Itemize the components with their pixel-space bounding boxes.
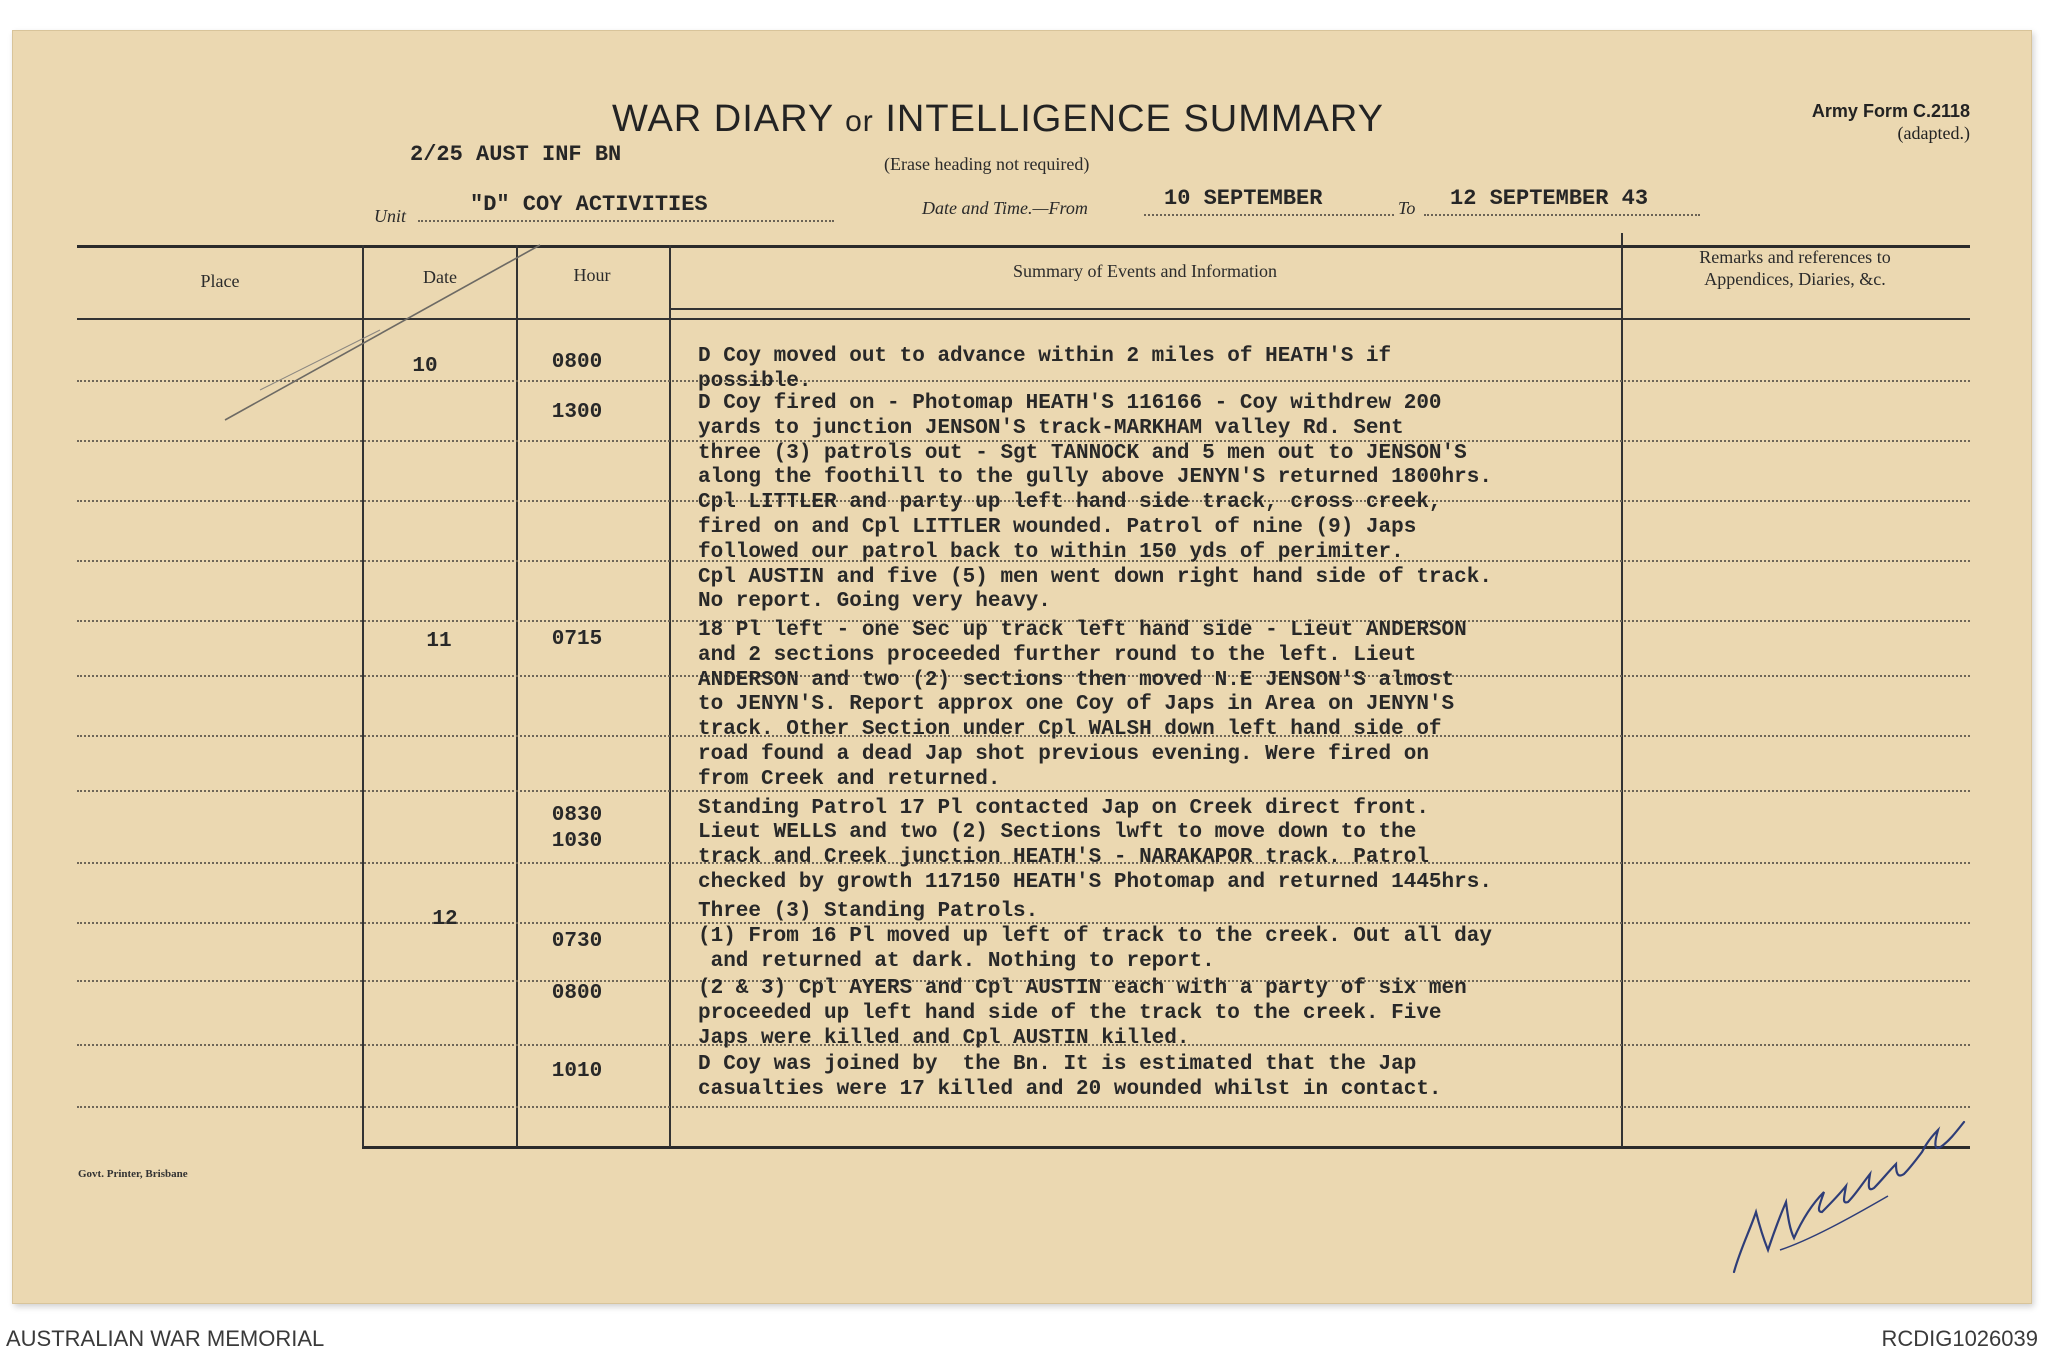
- column-header-place: Place: [200, 271, 240, 291]
- army-form-label: [1730, 100, 1970, 144]
- erase-note: (Erase heading not required): [884, 154, 1090, 174]
- column-header-summary: Summary of Events and Information: [1013, 261, 1277, 281]
- title-main: WAR DIARY: [612, 98, 834, 140]
- entry-6-summary: Three (3) Standing Patrols.: [698, 900, 1039, 923]
- entry-4-hour: 0830: [551, 804, 603, 827]
- unit-label: Unit: [374, 206, 407, 226]
- column-header-date: Date: [423, 267, 457, 287]
- entry-8-summary: (2 & 3) Cpl AYERS and Cpl AUSTIN each with a party of six men proceeded up left hand side of the track to the creek. Five Japs were killed and Cpl AUSTIN killed.: [698, 977, 1467, 1050]
- entry-5-hour: 1030: [551, 830, 603, 853]
- title-rest: INTELLIGENCE SUMMARY: [885, 98, 1384, 140]
- entry-3-date: 11: [426, 630, 452, 653]
- unit-dotted-line: [418, 220, 834, 222]
- entry-2-hour: 1300: [551, 401, 603, 424]
- date-from-value: 10 SEPTEMBER: [1164, 186, 1323, 211]
- date-to-label: To: [1398, 198, 1416, 218]
- remarks-header-line1: Remarks and references to: [1699, 247, 1891, 267]
- army-form-number: Army Form C.2118: [1811, 101, 1970, 121]
- army-form-note: (adapted.): [1897, 123, 1970, 143]
- entry-1-hour: 0800: [551, 351, 603, 374]
- column-header-hour: Hour: [573, 265, 611, 285]
- summary-header-rule: [669, 308, 1621, 310]
- entry-1-summary: D Coy moved out to advance within 2 miles of HEATH'S if possible.: [698, 345, 1392, 393]
- entry-7-summary: (1) From 16 Pl moved up left of track to the creek. Out all day and returned at dark. Nothing to report.: [698, 925, 1492, 973]
- date-to-dotted-line: [1424, 214, 1700, 216]
- pencil-slash-mark: [220, 240, 550, 430]
- column-header-remarks: [1630, 246, 1960, 290]
- summary-remarks-divider: [1621, 233, 1623, 1147]
- remarks-header-line2: Appendices, Diaries, &c.: [1704, 269, 1886, 289]
- entry-4-summary: Standing Patrol 17 Pl contacted Jap on Creek direct front.: [698, 797, 1429, 820]
- entry-3-hour: 0715: [551, 628, 603, 651]
- entry-9-summary: D Coy was joined by the Bn. It is estimated that the Jap casualties were 17 killed and 20 wounded whilst in contact.: [698, 1053, 1442, 1101]
- entry-5-summary: Lieut WELLS and two (2) Sections lwft to move down to the track and Creek junction HEATH'S - NARAKAPOR track. Patrol checked by growth 117150 HEATH'S Photomap and returned 1445hrs.: [698, 821, 1492, 894]
- printer-imprint: Govt. Printer, Brisbane: [78, 1168, 188, 1180]
- handwritten-signature: [1720, 1100, 1980, 1290]
- entry-9-hour: 1010: [551, 1060, 603, 1083]
- document-title: [612, 98, 1384, 141]
- date-from-label: Date and Time.—From: [922, 198, 1088, 218]
- battalion-name: 2/25 AUST INF BN: [410, 142, 622, 167]
- entry-6-date: 12: [432, 908, 458, 931]
- date-to-value: 12 SEPTEMBER 43: [1450, 186, 1649, 211]
- entry-2-summary: D Coy fired on - Photomap HEATH'S 116166 - Coy withdrew 200 yards to junction JENSON'S track-MARKHAM valley Rd. Sent three (3) patrols out - Sgt TANNOCK and 5 men out to JENSON'S along the foothill to the gully above JENYN'S returned 1800hrs. Cpl LITTLER and party up left hand side track, cross creek, fired on and Cpl LITTLER wounded. Patrol of nine (9) Japs followed our patrol back to within 150 yds of perimiter. Cpl AUSTIN and five (5) men went down right hand side of track. No report. Going very heavy.: [698, 392, 1492, 614]
- footer-institution: AUSTRALIAN WAR MEMORIAL: [6, 1326, 325, 1351]
- entry-8-hour: 0800: [551, 982, 603, 1005]
- unit-value: "D" COY ACTIVITIES: [470, 192, 708, 217]
- footer-record-id: RCDIG1026039: [1881, 1326, 2038, 1351]
- ruled-line: [77, 1106, 1970, 1108]
- entry-7-hour: 0730: [551, 930, 603, 953]
- date-from-dotted-line: [1144, 214, 1394, 216]
- entry-1-date: 10: [412, 355, 438, 378]
- title-or: or: [845, 105, 874, 138]
- entry-3-summary: 18 Pl left - one Sec up track left hand side - Lieut ANDERSON and 2 sections proceeded further round to the left. Lieut ANDERSON and two (2) sections then moved N.E JENSON'S almost to JENYN'S. Report approx one Coy of Japs in Area on JENYN'S track. Other Section under Cpl WALSH down left hand side of road found a dead Jap shot previous evening. Were fired on from Creek and returned.: [698, 619, 1467, 791]
